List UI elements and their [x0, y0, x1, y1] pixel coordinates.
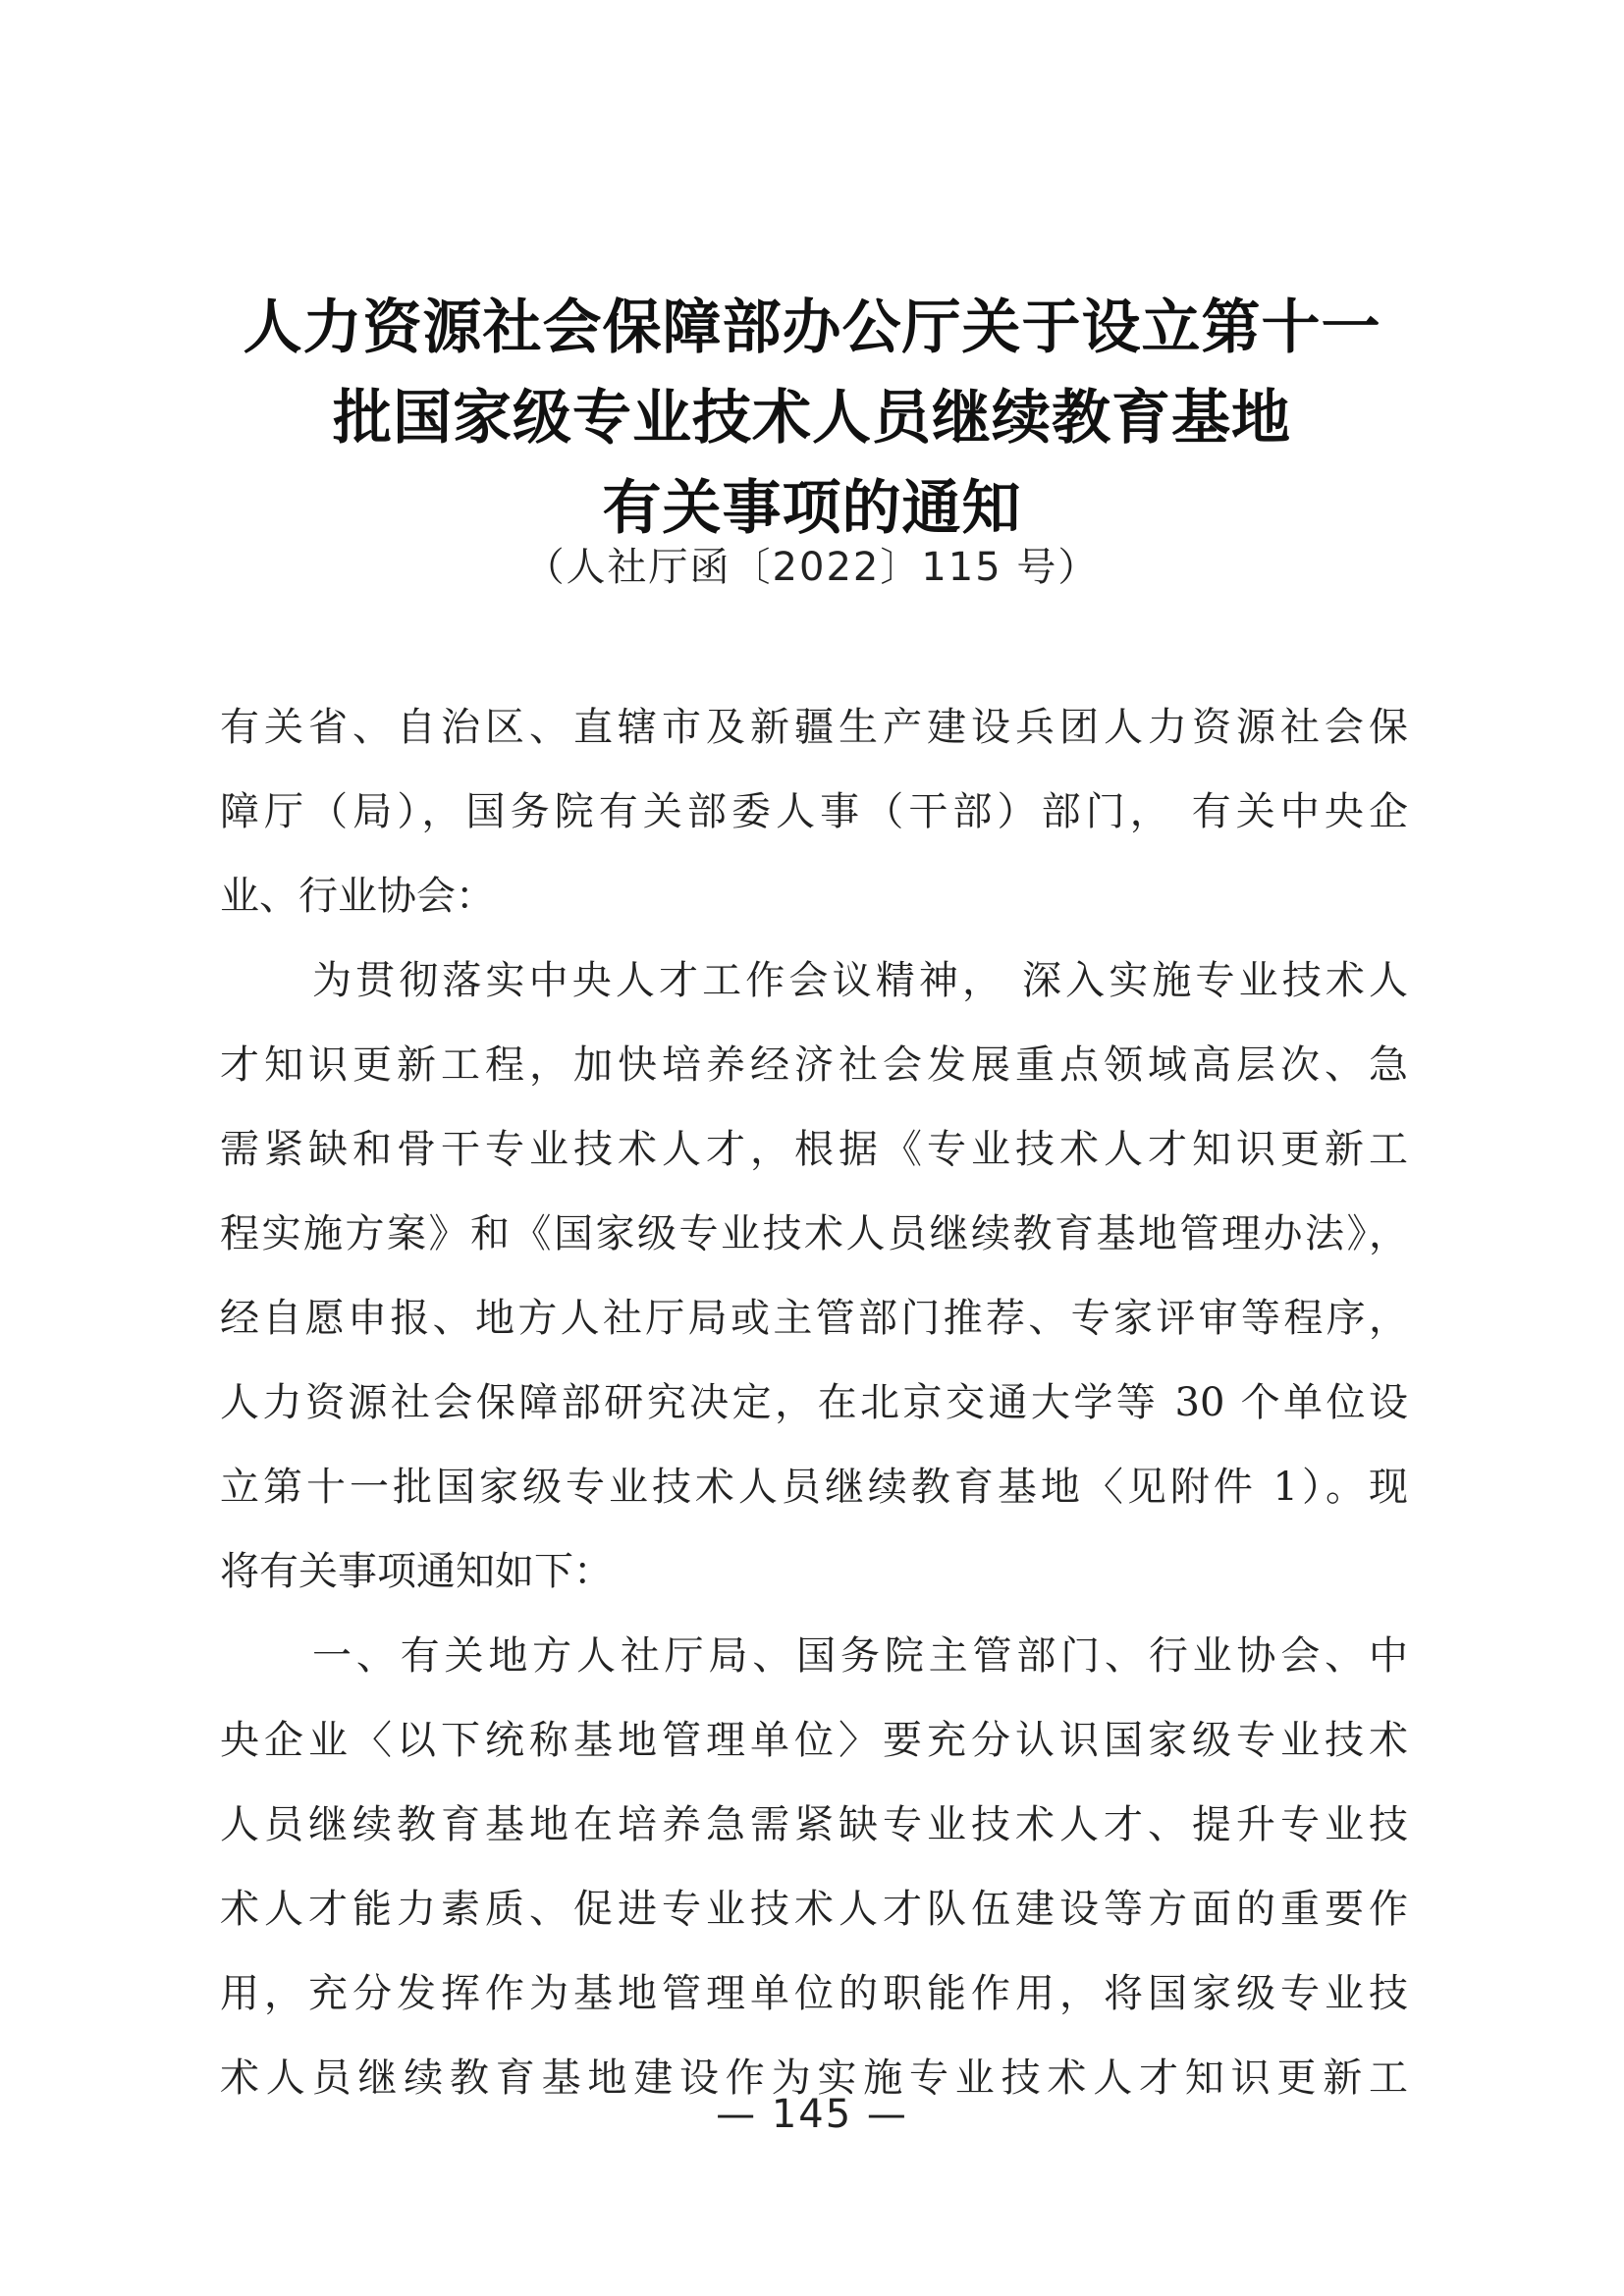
- body-line: 业、行业协会：: [220, 874, 495, 919]
- body-line: 才知识更新工程，加快培养经济社会发展重点领域高层次、急: [220, 1042, 1408, 1088]
- page-number: — 145 —: [716, 2092, 908, 2137]
- body-line: 将有关事项通知如下：: [220, 1549, 613, 1594]
- title-line-3: 有关事项的通知: [602, 474, 1022, 543]
- body-line: 术人员继续教育基地建设作为实施专业技术人才知识更新工: [220, 2056, 1408, 2101]
- body-line: 障厅（局），国务院有关部委人事（干部）部门， 有关中央企: [220, 789, 1408, 834]
- document-body: [220, 685, 1408, 2120]
- document-title: [196, 283, 1428, 554]
- document-number: （人社厅函〔2022〕115 号）: [524, 545, 1100, 590]
- body-line: 经自愿申报、地方人社厅局或主管部门推荐、专家评审等程序，: [220, 1296, 1408, 1341]
- body-line: 立第十一批国家级专业技术人员继续教育基地〈见附件 1）。现: [220, 1465, 1408, 1510]
- body-line: 用，充分发挥作为基地管理单位的职能作用，将国家级专业技: [220, 1971, 1408, 2016]
- body-line: 有关省、自治区、直辖市及新疆生产建设兵团人力资源社会保: [220, 705, 1408, 750]
- body-line: 央企业〈以下统称基地管理单位〉要充分认识国家级专业技术: [220, 1718, 1408, 1763]
- body-line: 需紧缺和骨干专业技术人才，根据《专业技术人才知识更新工: [220, 1127, 1408, 1172]
- title-line-1: 人力资源社会保障部办公厅关于设立第十一: [243, 294, 1381, 362]
- body-line: 人员继续教育基地在培养急需紧缺专业技术人才、提升专业技: [220, 1802, 1408, 1847]
- body-line: 术人才能力素质、促进专业技术人才队伍建设等方面的重要作: [220, 1887, 1408, 1932]
- body-line: 一、有关地方人社厅局、国务院主管部门、行业协会、中: [312, 1633, 1408, 1679]
- body-line: 为贯彻落实中央人才工作会议精神， 深入实施专业技术人: [312, 958, 1408, 1003]
- body-line: 人力资源社会保障部研究决定，在北京交通大学等 30 个单位设: [220, 1380, 1408, 1425]
- title-line-2: 批国家级专业技术人员继续教育基地: [333, 384, 1291, 453]
- body-line: 程实施方案》和《国家级专业技术人员继续教育基地管理办法》，: [220, 1211, 1408, 1256]
